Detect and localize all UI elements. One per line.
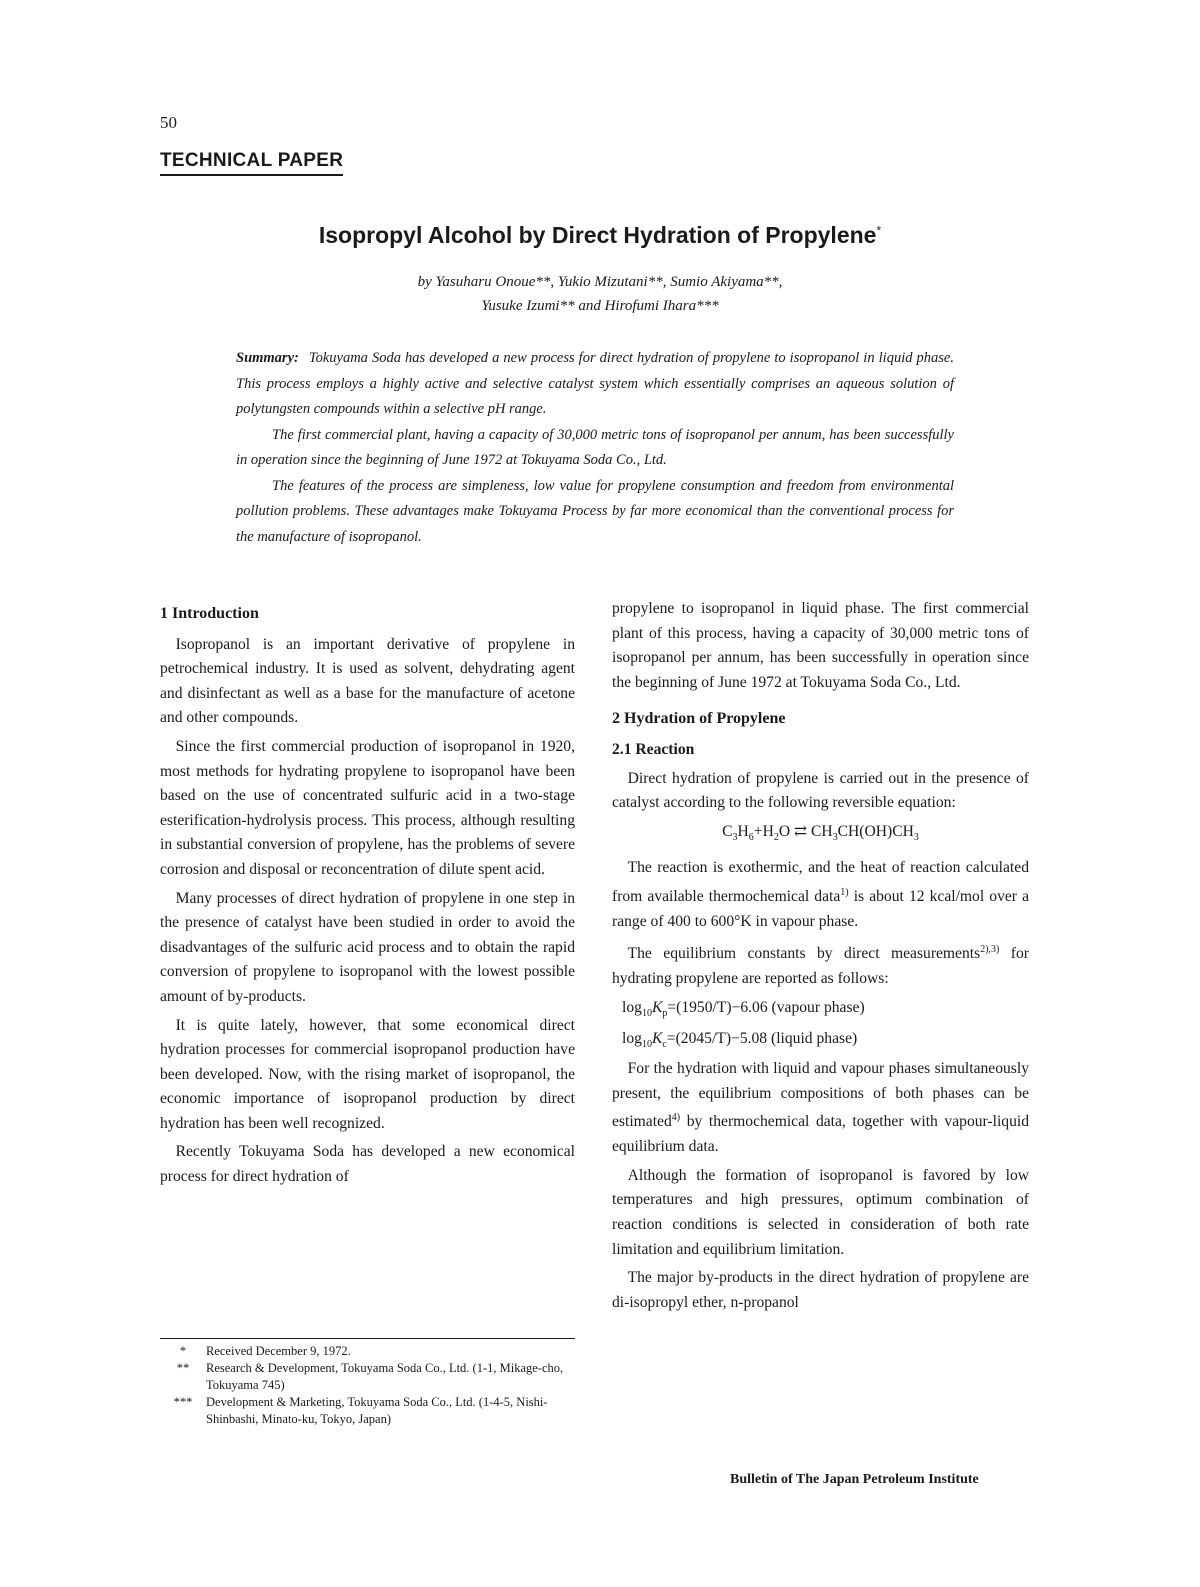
intro-paragraph-4: It is quite lately, however, that some economical direct hydration processes for commercial isopropanol production have been developed. Now, with the rising market of isopropanol, the economic importance of isopropanol production by direct hydration has been well recognized.: [160, 1016, 575, 1132]
reaction-text-4a: For the hydration with liquid and vapour phases simultaneously present, the equilibrium compositions of both phases can be estimated: [612, 1060, 1029, 1131]
intro-paragraph-5: Recently Tokuyama Soda has developed a new economical process for direct hydration of: [160, 1143, 575, 1186]
footnote-text: Received December 9, 1972.: [206, 1344, 351, 1358]
byline-line-2: Yusuke Izumi** and Hirofumi Ihara***: [481, 298, 719, 314]
footnote-mark: *: [179, 1344, 187, 1358]
reaction-text-3b: for hydrating propylene are reported as follows:: [612, 945, 1029, 988]
summary-paragraph-3: The features of the process are simpleness, low value for propylene consumption and freedom from environmental pollution problems. These advantages make Tokuyama Process by far more economical than the conventional process for the manufacture of isopropanol.: [236, 477, 954, 545]
footnotes: [160, 1343, 578, 1428]
equation-tail: =(1950/T)−6.06 (vapour phase): [667, 998, 865, 1016]
left-column: [160, 602, 575, 1194]
footnote: [160, 1360, 578, 1394]
intro-continuation: propylene to isopropanol in liquid phase. The first commercial plant of this process, having a capacity of 30,000 metric tons of isopropanol per annum, has been successfully in operation since the beginning of June 1972 at Tokuyama Soda Co., Ltd.: [612, 600, 1029, 691]
reaction-paragraph-6: The major by-products in the direct hydration of propylene are di-isopropyl ether, n-propanol: [612, 1269, 1029, 1311]
summary-block: [236, 346, 954, 550]
page-number: 50: [160, 113, 177, 132]
equilibrium-equation-liquid: $\log_{10}K_c=(2045/T)-5.08$ (liquid phase): [622, 1029, 858, 1050]
equation-tail: =(2045/T)−5.08 (liquid phase): [666, 1029, 858, 1047]
footnote-mark: **: [176, 1361, 190, 1375]
section-heading-introduction: 1 Introduction: [160, 605, 259, 622]
intro-paragraph-1: Isopropanol is an important derivative of propylene in petrochemical industry. It is used as solvent, dehydrating agent and disinfectant as well as a base for the manufacture of acetone and other compounds.: [160, 635, 575, 727]
section-heading-hydration: 2 Hydration of Propylene: [612, 710, 786, 728]
paper-title: [0, 222, 1200, 249]
section-kind-label: TECHNICAL PAPER: [160, 150, 343, 176]
reaction-text-3a: The equilibrium constants by direct measurements: [627, 945, 981, 963]
right-column: [612, 597, 1029, 1319]
reaction-paragraph-1: Direct hydration of propylene is carried out in the presence of catalyst according to the following reversible equation:: [612, 769, 1029, 812]
reaction-equation: $C_3H_6+H_2O$ ⇄ $CH_3CH(OH)CH_3$: [722, 822, 919, 843]
summary-paragraph-2: The first commercial plant, having a capacity of 30,000 metric tons of isopropanol per annum, has been successfully in operation since the beginning of June 1972 at Tokuyama Soda Co., Ltd.: [236, 426, 954, 468]
citation-ref: 4): [671, 1112, 681, 1124]
reaction-text-4b: by thermochemical data, together with vapour-liquid equilibrium data.: [612, 1113, 1029, 1156]
footnote-rule: [160, 1338, 575, 1339]
footnote-text: Development & Marketing, Tokuyama Soda Co., Ltd. (1-4-5, Nishi-Shinbashi, Minato-ku, Tokyo, Japan): [206, 1395, 548, 1426]
reaction-paragraph-3: [612, 938, 1029, 991]
summary-paragraph-1: [236, 346, 954, 423]
byline-line-1: by Yasuharu Onoue**, Yukio Mizutani**, Sumio Akiyama**,: [417, 274, 783, 290]
paper-title-text: Isopropyl Alcohol by Direct Hydration of Propylene: [318, 222, 877, 248]
intro-paragraph-3: Many processes of direct hydration of propylene in one step in the presence of catalyst have been studied in order to avoid the disadvantages of the sulfuric acid process and to obtain the rapid conversion of propylene to isopropanol with the lowest possible amount of by-products.: [160, 889, 575, 1005]
intro-paragraph-2: Since the first commercial production of isopropanol in 1920, most methods for hydrating propylene to isopropanol have been based on the use of concentrated sulfuric acid in a two-stage esterification-hydrolysis process. This process, although resulting in substantial conversion of propylene, has the problems of severe corrosion and disposal or reconcentration of dilute spent acid.: [160, 737, 575, 878]
byline: [0, 270, 1200, 318]
footnote: [160, 1343, 578, 1360]
reaction-paragraph-5: Although the formation of isopropanol is favored by low temperatures and high pressures, optimum combination of reaction conditions is selected in consideration of both rate limitation and equilibrium limitation.: [612, 1166, 1029, 1258]
summary-text-1: Tokuyama Soda has developed a new process for direct hydration of propylene to isopropanol in liquid phase. This process employs a highly active and selective catalyst system which essentially comprises an aqueous solution of polytungsten compounds within a selective pH range.: [236, 350, 954, 417]
footnote: [160, 1394, 578, 1428]
footnote-text: Research & Development, Tokuyama Soda Co., Ltd. (1-1, Mikage-cho, Tokuyama 745): [206, 1361, 564, 1392]
reaction-paragraph-2: [612, 856, 1029, 934]
reaction-paragraph-4: [612, 1057, 1029, 1160]
footnote-mark: ***: [173, 1395, 193, 1409]
citation-ref: 1): [840, 887, 849, 899]
journal-name: Bulletin of The Japan Petroleum Institute: [730, 1472, 979, 1487]
subsection-heading-reaction: 2.1 Reaction: [612, 740, 695, 758]
summary-label: Summary:: [236, 350, 299, 366]
equilibrium-equation-vapour: $\log_{10}K_p=(1950/T)-6.06$ (vapour phase): [622, 998, 865, 1019]
reaction-text-2b: is about 12 kcal/mol over a range of 400 to 600°K in vapour phase.: [612, 888, 1029, 930]
reaction-text-2a: The reaction is exothermic, and the heat of reaction calculated from available thermochemical data: [612, 859, 1029, 906]
citation-ref: 2),3): [980, 944, 1000, 956]
title-footnote-mark: *: [876, 223, 882, 238]
